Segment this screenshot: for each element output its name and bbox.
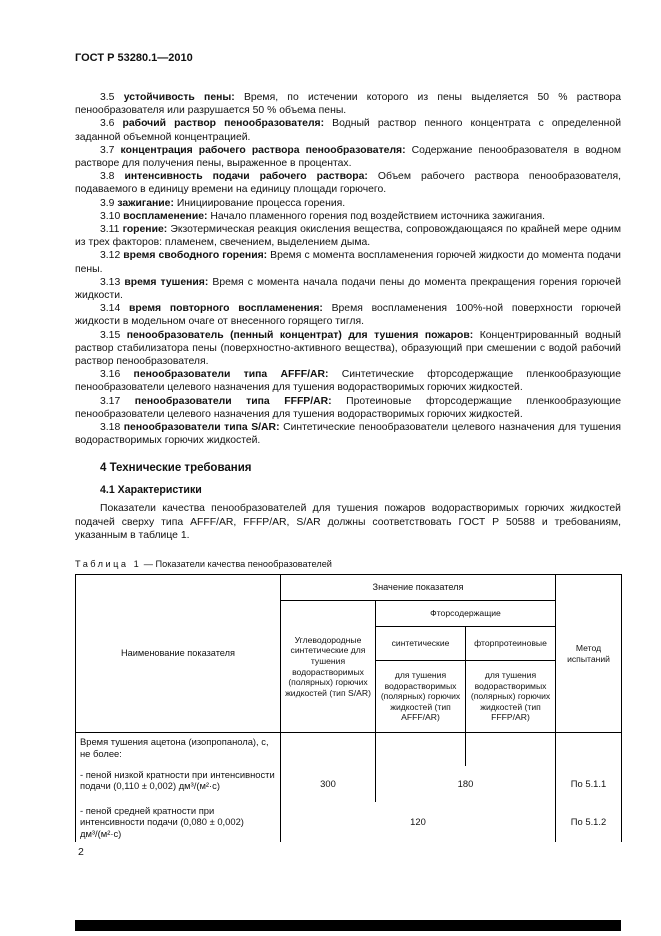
definition-term: концентрация рабочего раствора пенообразователя: [120,144,406,156]
definition-body: Водный раствор пенного концентрата с определенной заданной объемной концентрацией. [75,118,621,143]
col-header-fluorine-group: Фторсодержащие [376,601,556,627]
quality-indicators-table [75,574,622,842]
definition-number: 3.8 [100,171,115,183]
definition-body: Экзотермическая реакция окисления вещества, сопровождающаяся по крайней мере одним из трех факторов: пламенем, свечением, выделением дыма. [75,224,621,249]
definition-body: Протеиновые фторсодержащие пленкообразующие пенообразователи целевого назначения для тушения водорастворимых горючих жидкостей. [75,395,622,420]
table-caption-text: — Показатели качества пенообразователей [143,559,332,570]
table-caption-label: Таблица 1 [75,559,142,570]
value-all-types: 120 [281,802,556,843]
definition-number: 3.15 [100,329,121,341]
definition-number: 3.7 [100,144,115,156]
definition-item [75,329,621,369]
definition-term: пенообразователь (пенный концентрат) для тушения пожаров: [126,329,474,341]
scan-edge-bar [75,920,621,931]
col-header-value-group: Значение показателя [281,575,556,601]
col-header-name: Наименование показателя [76,575,281,733]
definition-item [75,276,621,302]
definition-term: время тушения: [124,276,209,288]
definition-term: время свободного горения: [123,250,268,262]
definition-item [75,395,621,421]
empty-cell [556,733,622,766]
col-header-hydrocarbon: Углеводородные синтетические для тушения водорастворимых (полярных) горючих жидкостей (тип S/AR) [281,601,376,733]
definition-term: рабочий раствор пенообразователя: [122,118,325,130]
definition-body: Содержание пенообразователя в водном растворе для получения пены, выраженное в процентах. [75,144,622,170]
definition-item [75,197,621,210]
definition-number: 3.18 [100,422,121,434]
definition-body: Синтетические фторсодержащие пленкообразующие пенообразователи целевого назначения для тушения водорастворимых горючих жидкостей. [75,369,621,394]
row-indicator-name: - пеной низкой кратности при интенсивности подачи (0,110 ± 0,002) дм³/(м²·с) [76,766,281,802]
definition-term: пенообразователи типа FFFP/AR: [134,395,332,407]
definition-term: воспламенение: [123,210,208,222]
value-s-ar: 300 [281,766,376,802]
definition-body: Время с момента начала подачи пены до момента прекращения горения горючей жидкости. [75,276,622,302]
definition-body: Время воспламенения 100%-ной поверхности горючей жидкости в модельном очаге от внесенного горящего тигля. [75,303,621,328]
row-indicator-name: Время тушения ацетона (изопропанола), с, не более: [76,733,281,766]
definition-number: 3.9 [100,197,115,209]
definition-item [75,91,621,117]
definition-item [75,170,621,196]
test-method: По 5.1.2 [556,802,622,843]
definition-number: 3.5 [100,92,115,103]
definition-item [75,368,621,394]
definition-item [75,421,621,447]
value-fluorine: 180 [376,766,556,802]
section-4-heading: 4 Технические требования [100,462,252,475]
page-content [75,52,621,842]
definition-body: Начало пламенного горения под воздействием источника зажигания. [210,210,546,222]
empty-cell [466,733,556,766]
definition-term: время повторного воспламенения: [128,303,323,315]
definition-number: 3.10 [100,210,121,222]
definition-body: Концентрированный водный раствор стабилизатора пены (поверхностно-активного вещества), образующий при смешении с водой рабочий раствор пенообразователя. [75,329,622,368]
table-caption [75,559,621,569]
definition-body: Инициирование процесса горения. [176,197,346,209]
page-number: 2 [78,846,84,858]
definition-body: Объем рабочего раствора пенообразователя, подаваемого в единицу времени на единицу площади горючего. [75,171,622,196]
requirements-paragraph: Показатели качества пенообразователей для тушения пожаров водорастворимых горючих жидкостей подачей сверху типа AFFF/AR, FFFP/AR, S/AR должны соответствовать ГОСТ Р 50588 и требованиям, указанным в таблице 1. [75,503,621,541]
definition-number: 3.16 [100,369,121,381]
definition-body: Время, по истечении которого из пены выделяется 50 % раствора пенообразователя или разрушается 50 % объема пены. [75,92,621,117]
col-header-fluorprotein-sub: для тушения водорастворимых (полярных) горючих жидкостей (тип FFFP/AR) [466,661,556,733]
col-header-synthetic-sub: для тушения водорастворимых (полярных) горючих жидкостей (тип AFFF/AR) [376,661,466,733]
definition-number: 3.11 [100,224,120,236]
definition-number: 3.13 [100,276,121,288]
definition-item [75,117,621,143]
definition-body: Время с момента воспламенения горючей жидкости до момента подачи пены. [75,250,621,275]
definition-item [75,223,621,249]
definition-number: 3.14 [100,303,121,315]
definition-body: Синтетические пенообразователи целевого назначения для тушения водорастворимых горючих жидкостей. [75,422,621,447]
empty-cell [281,733,376,766]
col-header-method: Метод испытаний [556,575,622,733]
definition-item [75,302,621,328]
definition-term: горение: [122,224,168,236]
subsection-4-1-heading: 4.1 Характеристики [100,484,202,497]
doc-number: ГОСТ Р 53280.1—2010 [75,52,193,64]
row-indicator-name: - пеной средней кратности при интенсивности подачи (0,080 ± 0,002) дм³/(м²·с) [76,802,281,843]
definition-term: зажигание: [117,197,174,209]
test-method: По 5.1.1 [556,766,622,802]
definition-number: 3.12 [100,250,121,262]
definition-term: пенообразователи типа S/AR: [123,422,280,434]
empty-cell [376,733,466,766]
definition-item [75,144,621,170]
definition-term: пенообразователи типа AFFF/AR: [133,369,329,381]
definition-term: интенсивность подачи рабочего раствора: [124,171,368,183]
col-header-fluorprotein: фторпротеиновые [466,627,556,661]
definition-number: 3.17 [100,395,121,407]
definition-term: устойчивость пены: [123,92,235,103]
definition-item [75,249,621,275]
definition-item [75,210,621,223]
definition-number: 3.6 [100,118,115,130]
col-header-synthetic: синтетические [376,627,466,661]
